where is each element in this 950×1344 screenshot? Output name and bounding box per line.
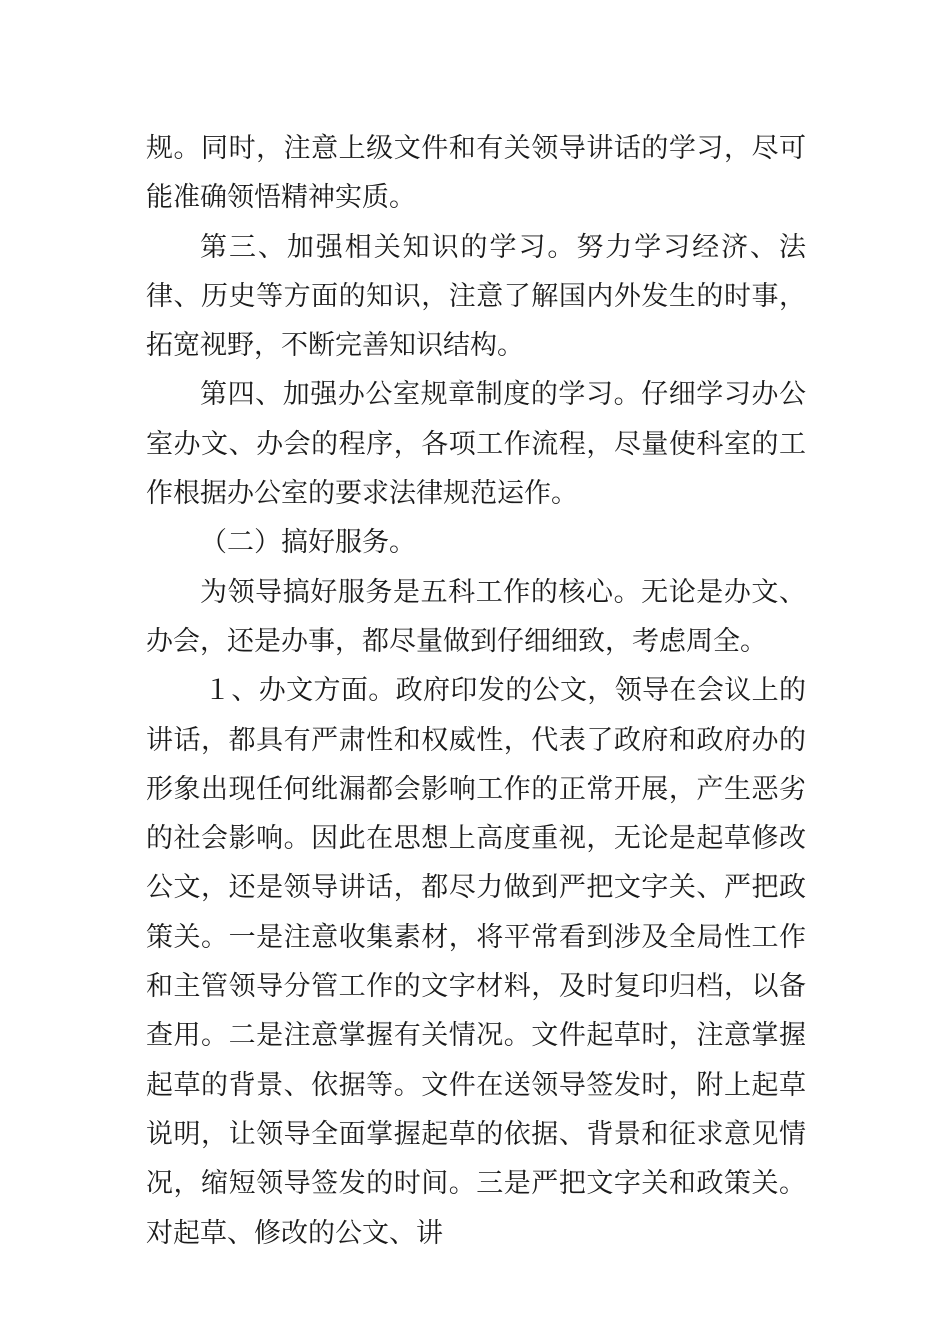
paragraph-fourth-rules: 第四、加强办公室规章制度的学习。仔细学习办公室办文、办会的程序，各项工作流程，尽量使科室的工作根据办公室的要求法律规范运作。: [146, 379, 806, 510]
paragraph-continuation: 规。同时，注意上级文件和有关领导讲话的学习，尽可能准确领悟精神实质。: [146, 133, 806, 214]
section-heading-service: （二）搞好服务。: [200, 527, 416, 559]
paragraph-third-knowledge: 第三、加强相关知识的学习。努力学习经济、法律、历史等方面的知识，注意了解国内外发生的时事，拓宽视野，不断完善知识结构。: [146, 231, 806, 362]
paragraph-service-core: 为领导搞好服务是五科工作的核心。无论是办文、办会，还是办事，都尽量做到仔细细致，考虑周全。: [146, 576, 806, 657]
document-page: [146, 124, 806, 1258]
paragraph-document-work: １、办文方面。政府印发的公文，领导在会议上的讲话，都具有严肃性和权威性，代表了政府和政府办的形象出现任何纰漏都会影响工作的正常开展，产生恶劣的社会影响。因此在思想上高度重视，无论是起草修改公文，还是领导讲话，都尽力做到严把文字关、严把政策关。一是注意收集素材，将平常看到涉及全局性工作和主管领导分管工作的文字材料，及时复印归档，以备查用。二是注意掌握有关情况。文件起草时，注意掌握起草的背景、依据等。文件在送领导签发时，附上起草说明，让领导全面掌握起草的依据、背景和征求意见情况，缩短领导签发的时间。三是严把文字关和政策关。对起草、修改的公文、讲: [146, 675, 806, 1249]
